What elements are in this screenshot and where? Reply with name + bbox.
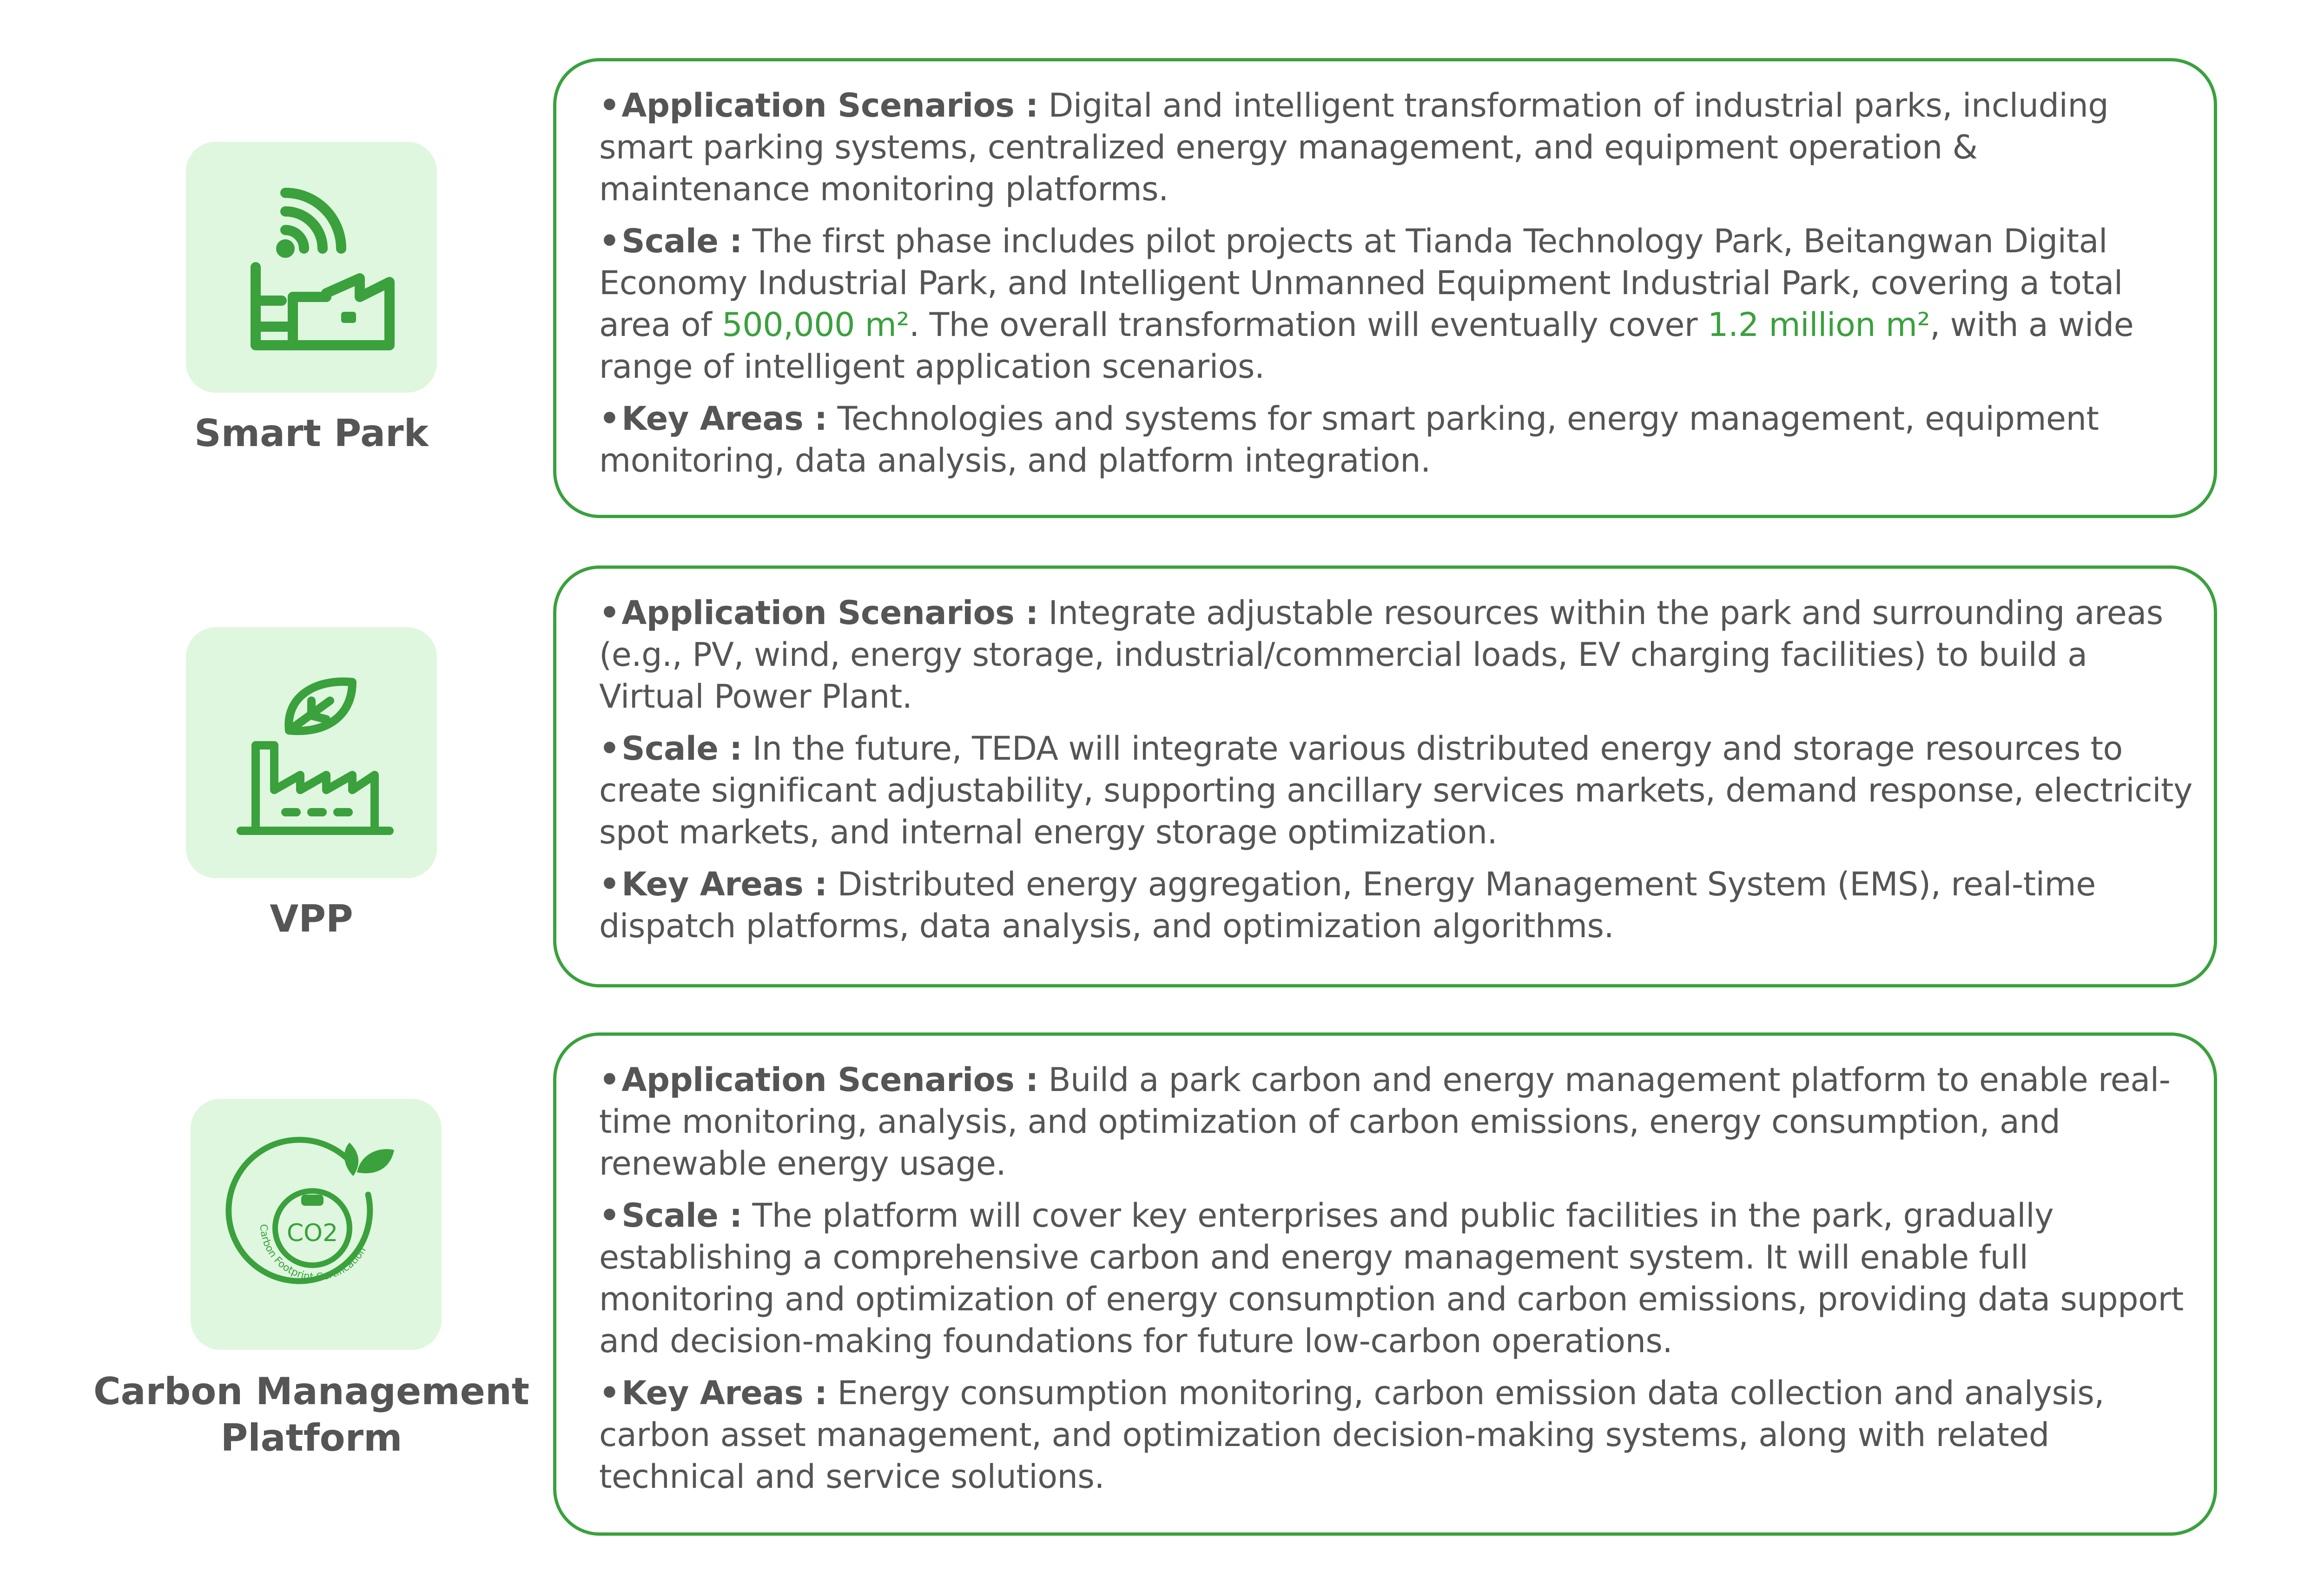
carbon-management-card (553, 1032, 2217, 1536)
key-areas-key: Key Areas : (621, 1374, 827, 1412)
scale-key: Scale : (621, 222, 742, 260)
key-areas-key: Key Areas : (621, 400, 827, 438)
key-areas-text: Energy consumption monitoring, carbon emission data collection and analysis, carbon asset management, and optimization decision-making systems, along with related technical and service solutions. (599, 1374, 2105, 1496)
smart-park-label: Smart Park (194, 412, 429, 455)
bullet: • (599, 1196, 620, 1235)
vpp-icon-tile (186, 627, 437, 878)
scale-key: Scale : (621, 730, 742, 768)
carbon-icon-tile (191, 1099, 442, 1350)
scale-text: The platform will cover key enterprises and public facilities in the park, gradually establishing a comprehensive carbon and energy management system. It will enable full monitoring and optimization of energy consumption and carbon emissions, providing data support and decision-making foundations for future low-carbon operations. (599, 1196, 2184, 1360)
scale-text: . The overall transformation will eventually cover (909, 306, 1708, 344)
bullet: • (599, 400, 620, 438)
bullet: • (599, 730, 620, 768)
vpp-key-areas (599, 863, 2195, 947)
smart-park-icon (218, 174, 404, 360)
badge-co2-text: CO2 (286, 1219, 338, 1247)
bullet: • (599, 86, 620, 125)
carbon-management-label (46, 1368, 576, 1461)
vpp-label: VPP (270, 897, 353, 940)
scale-highlight-area: 500,000 m² (722, 306, 910, 344)
application-scenarios-text: Integrate adjustable resources within the park and surrounding areas (e.g., PV, wind, energy storage, industrial/commercial loads, EV charging facilities) to build a Virtual Power Plant. (599, 594, 2163, 716)
scale-key: Scale : (621, 1196, 742, 1235)
smart-park-scale (599, 220, 2195, 388)
carbon-key-areas (599, 1372, 2195, 1498)
smart-park-key-areas (599, 398, 2195, 481)
carbon-scale (599, 1195, 2195, 1362)
carbon-management-label-line1: Carbon Management (93, 1370, 530, 1413)
application-scenarios-key: Application Scenarios : (621, 1061, 1038, 1099)
scale-text: , with a wide range of intelligent application scenarios. (599, 306, 2134, 386)
key-areas-text: Distributed energy aggregation, Energy Management System (EMS), real-time dispatch platforms, data analysis, and optimization algorithms. (599, 865, 2096, 945)
smart-park-application-scenarios (599, 85, 2195, 210)
co2-certification-badge-icon (223, 1131, 409, 1317)
bullet: • (599, 1061, 620, 1099)
bullet: • (599, 222, 620, 260)
smart-park-card (553, 58, 2217, 518)
application-scenarios-text: Digital and intelligent transformation of industrial parks, including smart parking systems, centralized energy management, and equipment operation & maintenance monitoring platforms. (599, 86, 2109, 208)
application-scenarios-text: Build a park carbon and energy management platform to enable real-time monitoring, analysis, and optimization of carbon emissions, energy consumption, and renewable energy usage. (599, 1061, 2171, 1183)
scale-text: The first phase includes pilot projects at Tianda Technology Park, Beitangwan Digital Economy Industrial Park, and Intelligent Unmanned Equipment Industrial Park, covering a total area of (599, 222, 2123, 344)
application-scenarios-key: Application Scenarios : (621, 594, 1038, 632)
badge-ring-text: Carbon Footprint Certification (257, 1223, 369, 1283)
key-areas-key: Key Areas : (621, 865, 827, 903)
scale-text: In the future, TEDA will integrate various distributed energy and storage resources to create significant adjustability, supporting ancillary services markets, demand response, electricity spot markets, and internal energy storage optimization. (599, 730, 2192, 851)
carbon-management-label-line2: Platform (220, 1416, 403, 1459)
vpp-card (553, 565, 2217, 987)
scale-highlight-total: 1.2 million m² (1707, 306, 1930, 344)
bullet: • (599, 1374, 620, 1412)
smart-park-icon-tile (186, 142, 437, 393)
vpp-factory-leaf-icon (218, 660, 404, 846)
bullet: • (599, 865, 620, 903)
vpp-scale (599, 728, 2195, 853)
bullet: • (599, 594, 620, 632)
application-scenarios-key: Application Scenarios : (621, 86, 1038, 125)
key-areas-text: Technologies and systems for smart parking, energy management, equipment monitoring, data analysis, and platform integration. (599, 400, 2099, 480)
carbon-application-scenarios (599, 1059, 2195, 1184)
vpp-application-scenarios (599, 592, 2195, 717)
